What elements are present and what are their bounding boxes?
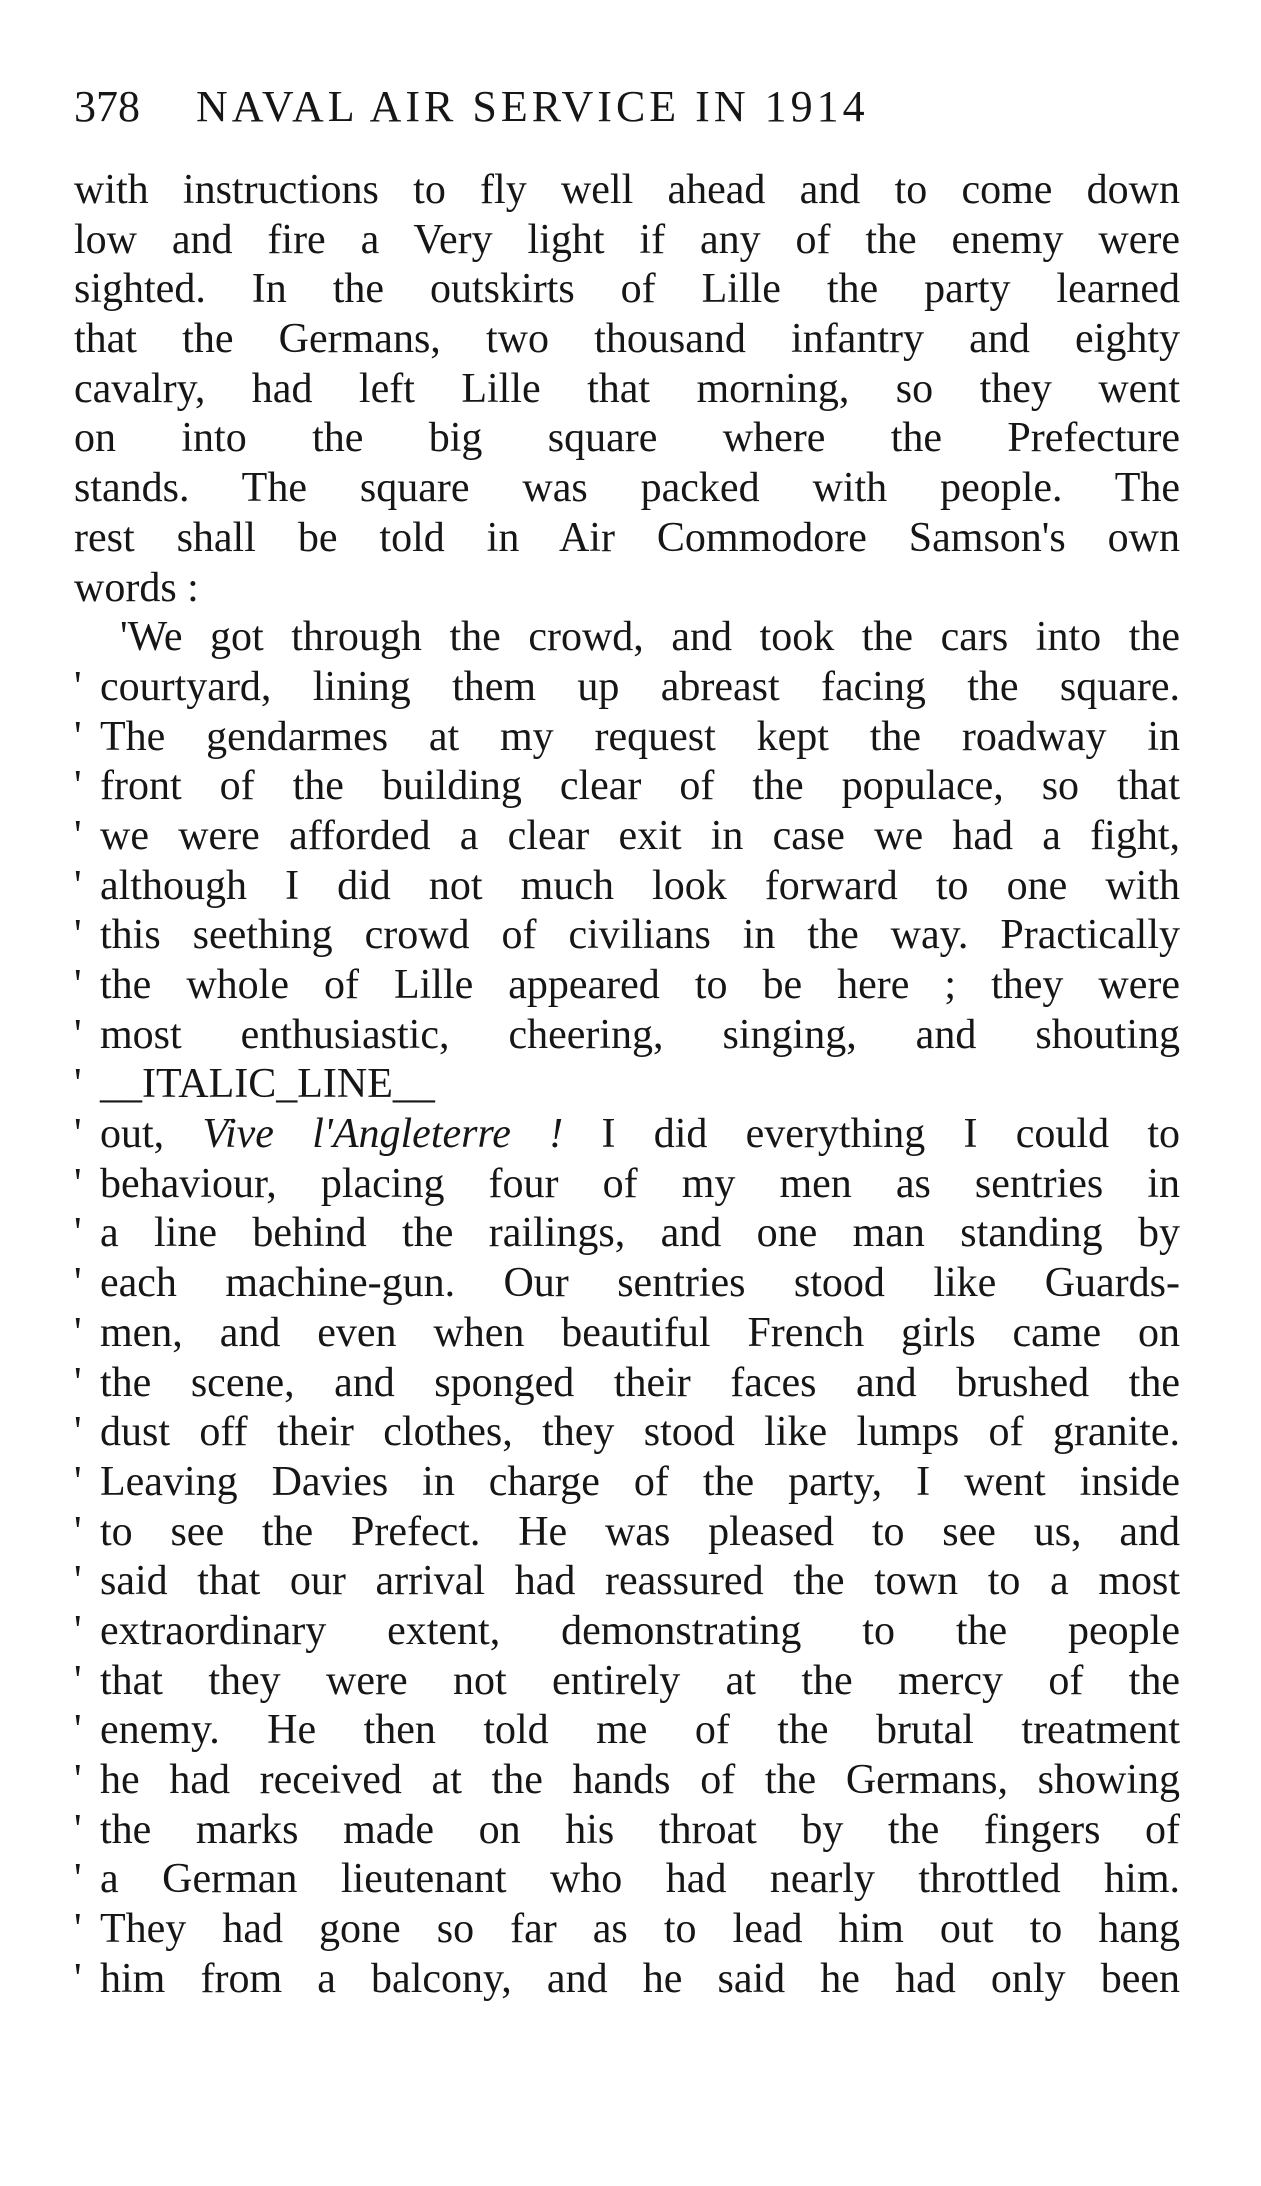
quote-line-text: men, and even when beautiful French girls came on xyxy=(100,1309,1180,1356)
quote-line xyxy=(74,812,1180,862)
quote-mark: ' xyxy=(74,713,82,760)
quote-mark: ' xyxy=(74,912,82,959)
quote-line xyxy=(74,1756,1180,1806)
text-line: stands. The square was packed with people. The xyxy=(74,465,1180,512)
quote-line-text: __ITALIC_LINE__ xyxy=(100,1061,435,1108)
quote-line xyxy=(74,762,1180,812)
quote-line-text: he had received at the hands of the Germans, showing xyxy=(100,1757,1180,1803)
quote-line-text: front of the building clear of the populace, so that xyxy=(100,763,1180,810)
text-line: sighted. In the outskirts of Lille the party learned xyxy=(74,266,1180,313)
quote-mark: ' xyxy=(74,663,82,710)
quote-line xyxy=(74,713,1180,763)
quote-line-text: him from a balcony, and he said he had only been xyxy=(100,1955,1180,2002)
quote-line xyxy=(74,663,1180,713)
quote-line-text: out, xyxy=(100,1111,165,1158)
text-line: on into the big square where the Prefecture xyxy=(74,415,1180,462)
quote-line xyxy=(74,1011,1180,1061)
page-number: 378 xyxy=(74,82,140,131)
quote-mark: ' xyxy=(74,1409,82,1456)
quote-line-text: we were afforded a clear exit in case we had a fight, xyxy=(100,812,1180,859)
quote-mark: ' xyxy=(74,1657,82,1704)
quote-mark: ' xyxy=(74,763,82,810)
quote-mark: ' xyxy=(74,1210,82,1257)
quote-mark: ' xyxy=(74,1309,82,1356)
quote-mark: ' xyxy=(74,1955,82,2002)
quote-line xyxy=(74,1259,1180,1309)
quote-mark: ' xyxy=(74,812,82,859)
quote-line xyxy=(74,1508,1180,1558)
quote-line xyxy=(74,1706,1180,1756)
quote-mark: ' xyxy=(74,1906,82,1953)
quote-line xyxy=(74,1855,1180,1905)
quote-line-text: Leaving Davies in charge of the party, I went inside xyxy=(100,1458,1180,1505)
quote-line xyxy=(74,1657,1180,1707)
quote-line xyxy=(74,1557,1180,1607)
quote-line-text: a line behind the railings, and one man standing by xyxy=(100,1210,1180,1257)
quote-mark: ' xyxy=(74,1806,82,1853)
quote-line-text: each machine-gun. Our sentries stood like Guards- xyxy=(100,1260,1180,1307)
quote-line-text: the whole of Lille appeared to be here ; they were xyxy=(100,962,1180,1008)
quote-line xyxy=(74,911,1180,961)
text-line: rest shall be told in Air Commodore Samson's own xyxy=(74,514,1180,561)
quote-line xyxy=(74,1309,1180,1359)
quote-line xyxy=(74,1806,1180,1856)
quote-line xyxy=(74,1408,1180,1458)
quote-line-text: courtyard, lining them up abreast facing the square. xyxy=(100,663,1180,710)
quote-line xyxy=(74,1209,1180,1259)
quote-line-text: The gendarmes at my request kept the roadway in xyxy=(100,713,1180,760)
quote-line-text: said that our arrival had reassured the town to a most xyxy=(100,1558,1180,1605)
quote-first-line: 'We got through the crowd, and took the cars into the xyxy=(120,614,1180,661)
quote-line-text: although I did not much look forward to one with xyxy=(100,862,1180,909)
quote-mark: ' xyxy=(74,1111,82,1158)
quote-line-text: the scene, and sponged their faces and brushed the xyxy=(100,1359,1180,1406)
quote-mark: ' xyxy=(74,1359,82,1406)
quote-mark: ' xyxy=(74,962,82,1008)
quote-line-text: They had gone so far as to lead him out to hang xyxy=(100,1906,1180,1953)
quote-mark: ' xyxy=(74,862,82,909)
quote-line xyxy=(74,1955,1180,2005)
quote-line xyxy=(74,1905,1180,1955)
quote-mark: ' xyxy=(74,1011,82,1058)
running-head xyxy=(74,83,869,131)
running-title: NAVAL AIR SERVICE IN 1914 xyxy=(196,82,869,131)
quote-line xyxy=(74,1359,1180,1409)
quote-mark: ' xyxy=(74,1558,82,1605)
text-line: that the Germans, two thousand infantry and eighty xyxy=(74,316,1180,363)
quote-mark: ' xyxy=(74,1757,82,1803)
quote-line xyxy=(74,1060,1180,1110)
quote-mark: ' xyxy=(74,1061,82,1108)
quote-line-text: behaviour, placing four of my men as sentries in xyxy=(100,1160,1180,1207)
quote-line-text: extraordinary extent, demonstrating to the people xyxy=(100,1607,1180,1654)
quote-mark: ' xyxy=(74,1508,82,1555)
quote-mark: ' xyxy=(74,1160,82,1207)
quote-line-text: the marks made on his throat by the fingers of xyxy=(100,1806,1180,1853)
quote-line-italic xyxy=(74,1110,1180,1160)
quote-line-text: a German lieutenant who had nearly throttled him. xyxy=(100,1856,1180,1903)
quote-line-text: most enthusiastic, cheering, singing, and shouting xyxy=(100,1011,1180,1058)
quote-mark: ' xyxy=(74,1607,82,1654)
quote-line xyxy=(74,1607,1180,1657)
text-line: words : xyxy=(74,564,199,611)
text-line: with instructions to fly well ahead and to come down xyxy=(74,167,1180,213)
text-line: cavalry, had left Lille that morning, so they went xyxy=(74,365,1180,412)
quote-line xyxy=(74,862,1180,912)
quote-mark: ' xyxy=(74,1260,82,1307)
body-text xyxy=(74,166,1180,2004)
quote-mark: ' xyxy=(74,1707,82,1754)
quote-line-text: that they were not entirely at the mercy of the xyxy=(100,1657,1180,1704)
quote-line xyxy=(74,1160,1180,1210)
quote-line xyxy=(74,961,1180,1011)
quote-mark: ' xyxy=(74,1458,82,1505)
quote-line-text: dust off their clothes, they stood like lumps of granite. xyxy=(100,1409,1180,1456)
quote-line-text: enemy. He then told me of the brutal treatment xyxy=(100,1707,1180,1754)
quote-mark: ' xyxy=(74,1856,82,1903)
quote-line-text: I did everything I could to xyxy=(601,1111,1181,1158)
text-line: low and fire a Very light if any of the enemy were xyxy=(74,216,1180,263)
quote-line xyxy=(74,1458,1180,1508)
quote-line-text: to see the Prefect. He was pleased to see us, and xyxy=(100,1508,1180,1555)
italic-phrase: Vive l'Angleterre ! xyxy=(202,1111,564,1158)
quote-line-text: this seething crowd of civilians in the way. Practically xyxy=(100,912,1180,959)
